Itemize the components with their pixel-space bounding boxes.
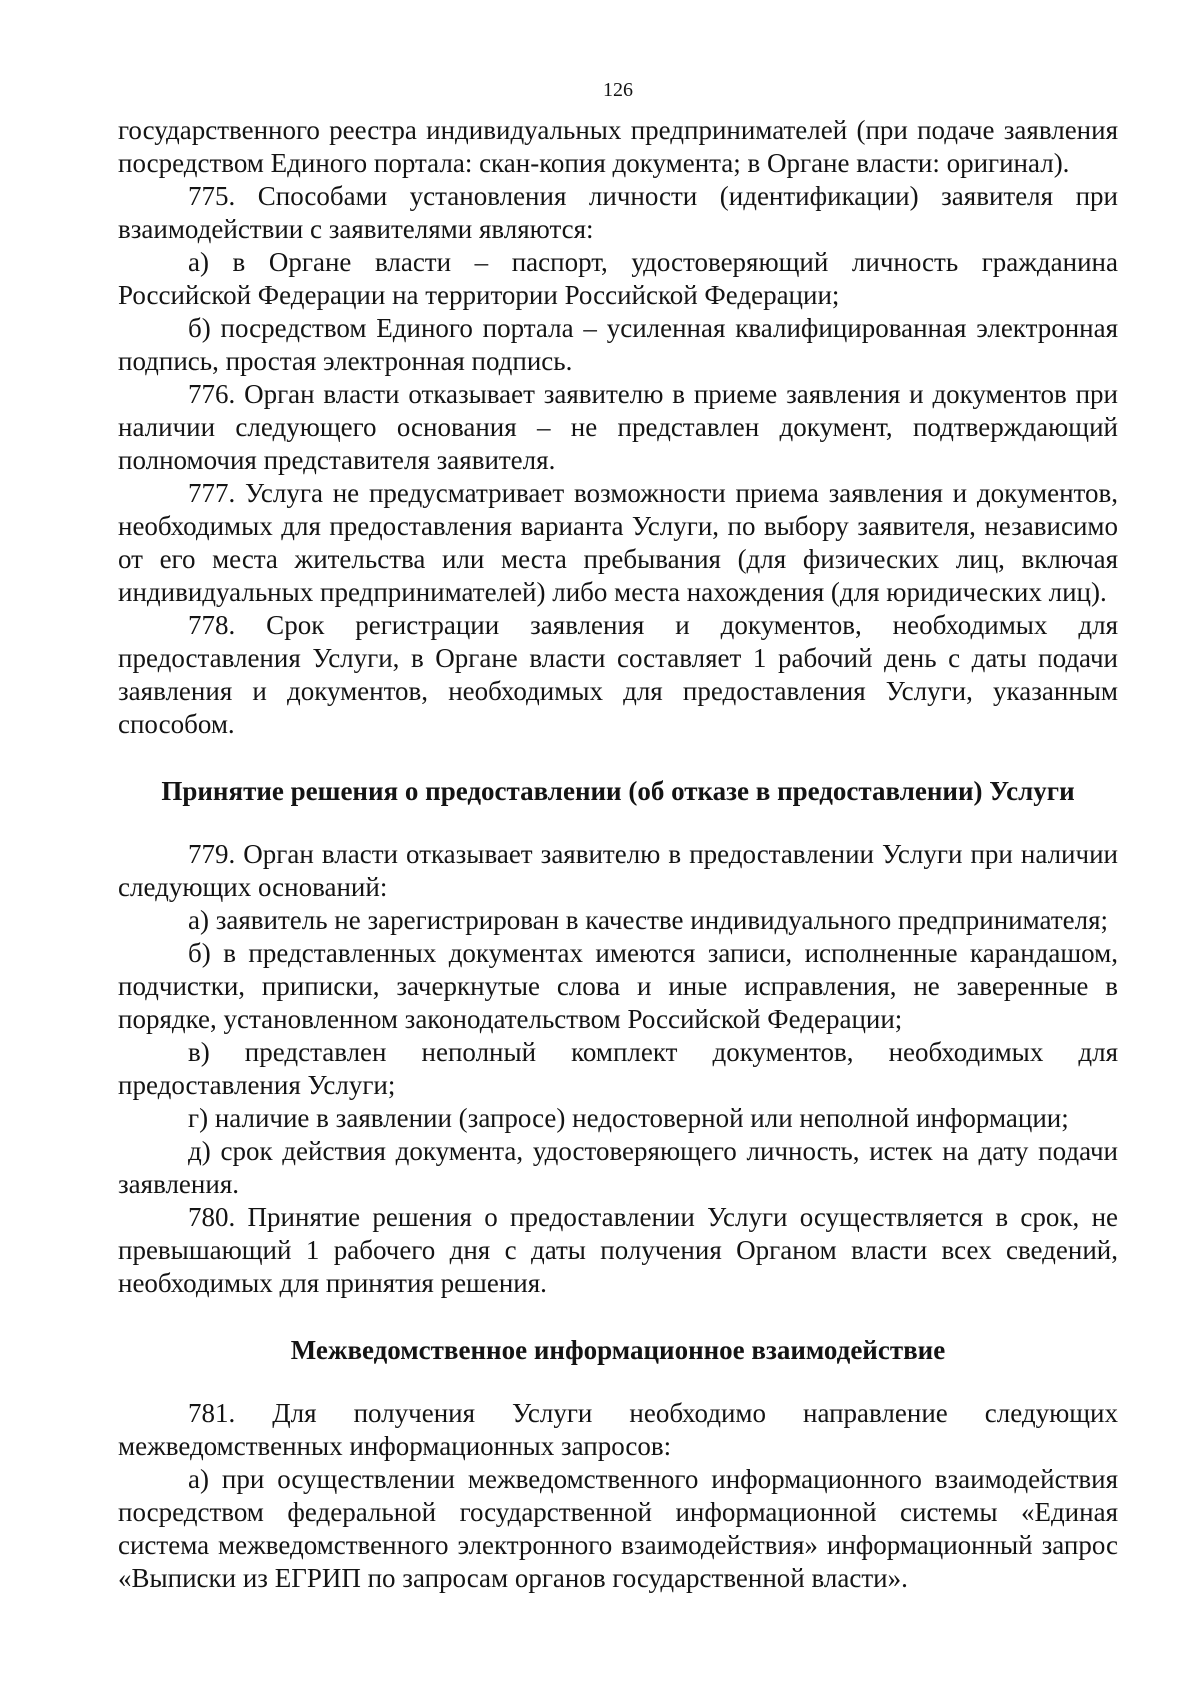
paragraph: д) срок действия документа, удостоверяющего личность, истек на дату подачи заявления. <box>118 1136 1118 1199</box>
paragraph: а) в Органе власти – паспорт, удостоверяющий личность гражданина Российской Федерации на территории Российской Федерации; <box>118 247 1118 310</box>
paragraph: а) заявитель не зарегистрирован в качестве индивидуального предпринимателя; <box>188 905 1108 935</box>
document-body <box>118 114 1118 1595</box>
paragraph: в) представлен неполный комплект документов, необходимых для предоставления Услуги; <box>118 1037 1118 1100</box>
paragraph: 781. Для получения Услуги необходимо направление следующих межведомственных информационных запросов: <box>118 1398 1118 1461</box>
paragraph: 779. Орган власти отказывает заявителю в предоставлении Услуги при наличии следующих оснований: <box>118 839 1118 902</box>
paragraph: 777. Услуга не предусматривает возможности приема заявления и документов, необходимых для предоставления варианта Услуги, по выбору заявителя, независимо от его места жительства или места пребывания (для физических лиц, включая индивидуальных предпринимателей) либо места нахождения (для юридических лиц). <box>118 478 1118 607</box>
paragraph: б) посредством Единого портала – усиленная квалифицированная электронная подпись, простая электронная подпись. <box>118 313 1118 376</box>
section-heading: Принятие решения о предоставлении (об отказе в предоставлении) Услуги <box>161 776 1075 806</box>
paragraph: 778. Срок регистрации заявления и документов, необходимых для предоставления Услуги, в Органе власти составляет 1 рабочий день с даты подачи заявления и документов, необходимых для предоставления Услуги, указанным способом. <box>118 610 1118 739</box>
paragraph: а) при осуществлении межведомственного информационного взаимодействия посредством федеральной государственной информационной системы «Единая система межведомственного электронного взаимодействия» информационный запрос «Выписки из ЕГРИП по запросам органов государственной власти». <box>118 1464 1118 1593</box>
paragraph: б) в представленных документах имеются записи, исполненные карандашом, подчистки, приписки, зачеркнутые слова и иные исправления, не заверенные в порядке, установленном законодательством Российской Федерации; <box>118 938 1118 1034</box>
paragraph: 780. Принятие решения о предоставлении Услуги осуществляется в срок, не превышающий 1 рабочего дня с даты получения Органом власти всех сведений, необходимых для принятия решения. <box>118 1202 1118 1298</box>
page-number: 126 <box>603 79 633 101</box>
paragraph: 776. Орган власти отказывает заявителю в приеме заявления и документов при наличии следующего основания – не представлен документ, подтверждающий полномочия представителя заявителя. <box>118 379 1118 475</box>
paragraph: государственного реестра индивидуальных предпринимателей (при подаче заявления посредством Единого портала: скан-копия документа; в Органе власти: оригинал). <box>118 115 1118 178</box>
paragraph: 775. Способами установления личности (идентификации) заявителя при взаимодействии с заявителями являются: <box>118 181 1118 244</box>
paragraph: г) наличие в заявлении (запросе) недостоверной или неполной информации; <box>188 1103 1069 1133</box>
section-heading: Межведомственное информационное взаимодействие <box>290 1335 946 1365</box>
